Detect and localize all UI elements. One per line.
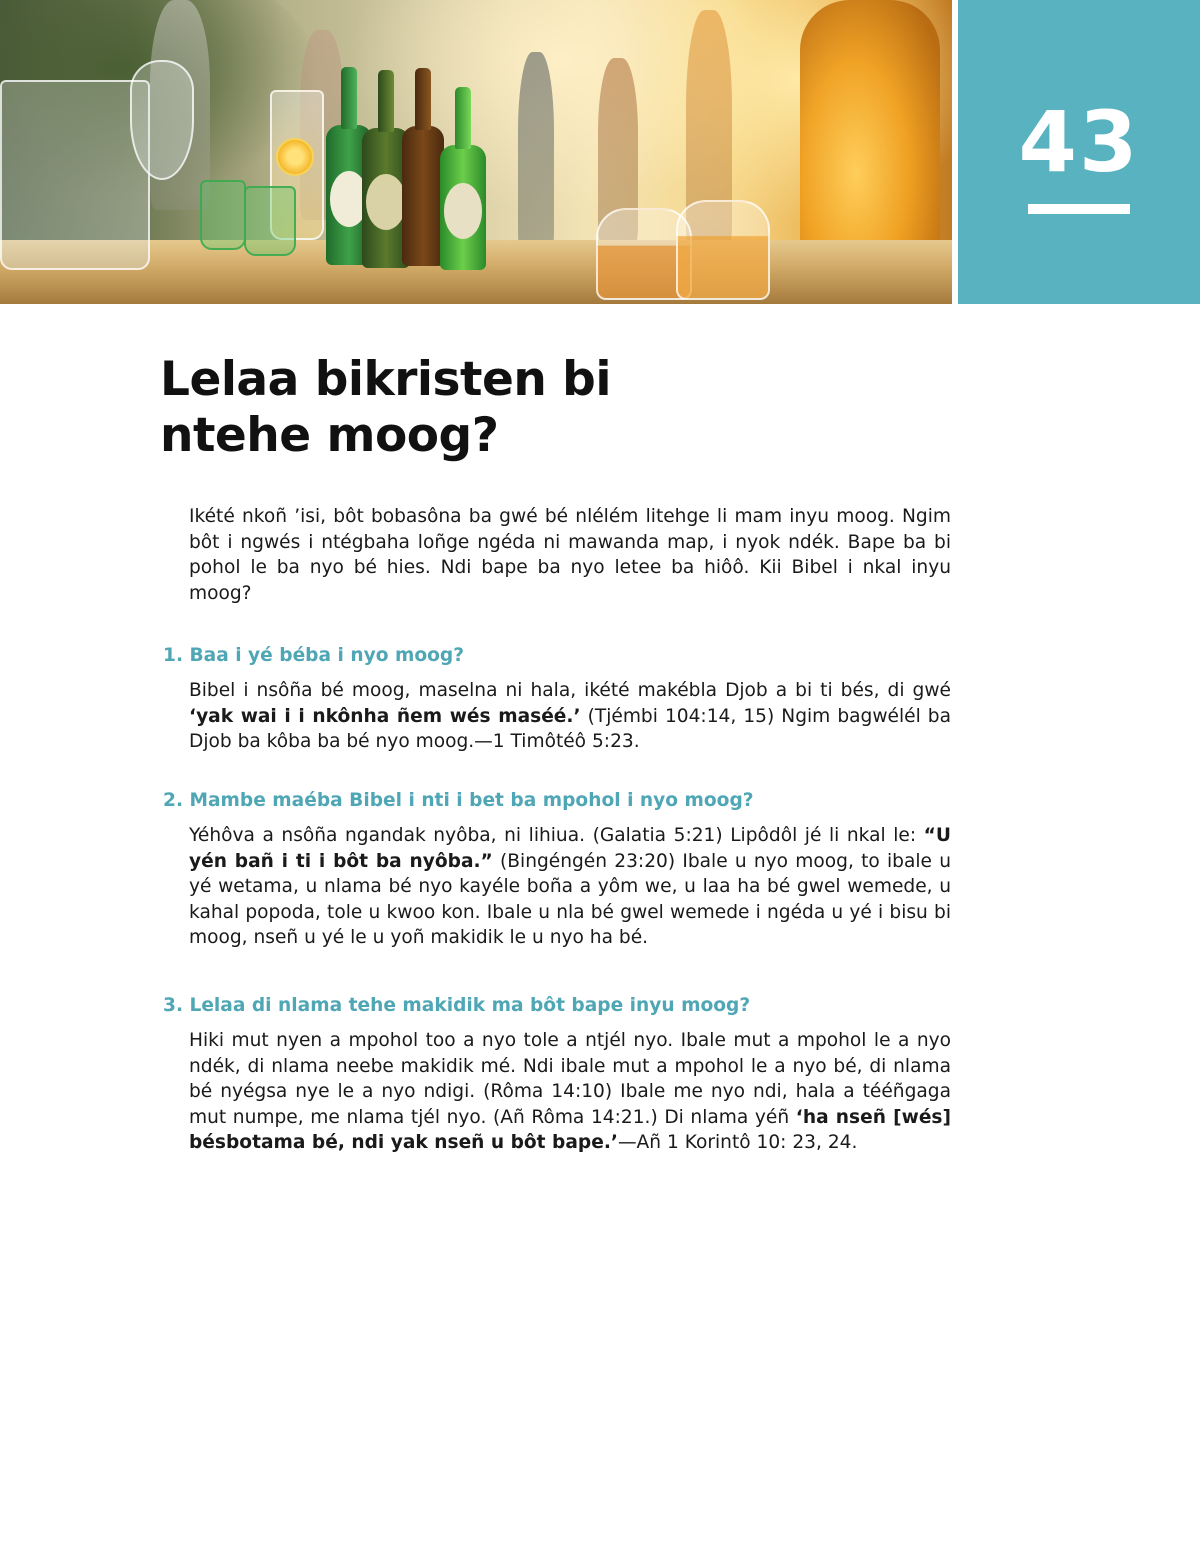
- answer-text: Hiki mut nyen a mpohol too a nyo tole a ntjél nyo. Ibale mut a mpohol le a nyo ndék, di nlama neebe makidik mé. Ndi ibale mut a mpohol le a nyo bé, di nlama bé nyégsa nye le a nyo ndigi. (Rôma 14:10) Ibale me nyo ndi, hala a tééñgaga mut numpe, me nlama tjél nyo. (Añ Rôma 14:21.) Di nlama yéñ: [189, 1030, 951, 1128]
- green-glass-shape: [244, 186, 296, 256]
- header-photo: [0, 0, 952, 304]
- chapter-underline: [1028, 204, 1130, 214]
- question-heading-3: 3. Lelaa di nlama tehe makidik ma bôt bape inyu moog?: [163, 995, 751, 1016]
- intro-paragraph: Ikété nkoñ ’isi, bôt bobasôna ba gwé bé nlélém litehge li mam inyu moog. Ngim bôt i ngwés i ntégbaha loñge ngéda ni mawanda map, i nyok ndék. Bape ba bi pohol le ba nyo bé hies. Ndi bape ba nyo letee ba hiôô. Kii Bibel i nkal inyu moog?: [189, 506, 951, 604]
- answer-paragraph-3: [189, 1028, 951, 1156]
- answer-text: Yéhôva a nsôña ngandak nyôba, ni lihiua. (Galatia 5:21) Lipôdôl jé li nkal le:: [189, 825, 924, 846]
- scripture-quote: ‘ha nseñ [wés] bésbotama bé, ndi yak nseñ u bôt bape.’: [189, 1106, 951, 1154]
- chapter-number: 43: [1018, 93, 1140, 191]
- title-line-2: ntehe moog?: [160, 408, 499, 463]
- chapter-badge: [958, 0, 1200, 304]
- beer-glass-shape: [676, 200, 770, 300]
- question-heading-2: 2. Mambe maéba Bibel i nti i bet ba mpohol i nyo moog?: [163, 790, 754, 811]
- lemon-slice-shape: [276, 138, 314, 176]
- page-title: [160, 352, 860, 464]
- answer-paragraph-1: [189, 678, 951, 755]
- wine-glass-shape: [130, 60, 194, 180]
- person-silhouette: [518, 52, 554, 252]
- bottle-shape: [402, 126, 444, 266]
- answer-text: (Tjémbi 104:14, 15) Ngim bagwélél ba Djob ba kôba ba bé nyo moog.—1 Timôtéô 5:23.: [189, 705, 951, 753]
- question-heading-1: 1. Baa i yé béba i nyo moog?: [163, 645, 464, 666]
- answer-text: —Añ 1 Korintô 10: 23, 24.: [617, 1132, 858, 1154]
- glass-shape: [0, 80, 150, 270]
- green-glass-shape: [200, 180, 246, 250]
- answer-paragraph-2: [189, 823, 951, 951]
- scripture-quote: ‘yak wai i i nkônha ñem wés maséé.’: [189, 705, 581, 727]
- answer-text: (Bingéngén 23:20) Ibale u nyo moog, to ibale u yé wetama, u nlama bé nyo kayéle boña a yôm we, u laa ha bé gwel wemede, u kahal popoda, tole u kwoo kon. Ibale u nla bé gwel wemede i ngéda u yé i bisu bi moog, nseñ u yé le u yoñ makidik le u nyo ha bé.: [189, 850, 951, 949]
- title-line-1: Lelaa bikristen bi: [160, 352, 611, 407]
- answer-text: Bibel i nsôña bé moog, maselna ni hala, ikété makébla Djob a bi ti bés, di gwé: [189, 680, 951, 701]
- bottle-shape: [440, 145, 486, 270]
- scripture-quote: “U yén bañ i ti i bôt ba nyôba.”: [189, 825, 951, 872]
